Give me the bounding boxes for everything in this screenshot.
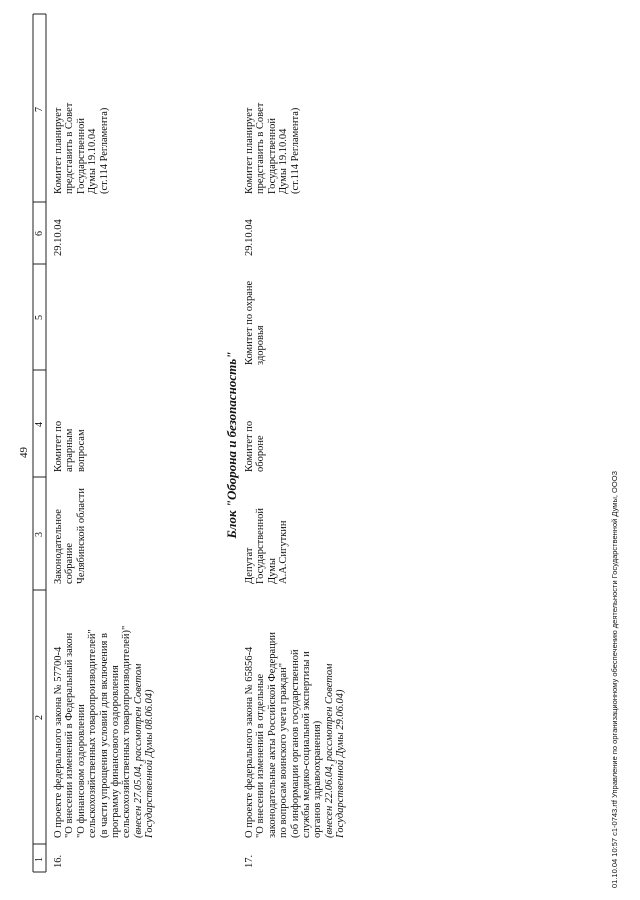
bill-line: (в части упрощения условий для включения в bbox=[98, 633, 110, 838]
committee-line: Комитет по bbox=[53, 420, 64, 472]
committee-line: обороне bbox=[255, 435, 267, 472]
plan-note bbox=[244, 66, 301, 194]
bill-line: О проекте федерального закона № 57700-4 bbox=[53, 646, 64, 838]
bill-line: службы медико-социальной экспертизы и bbox=[301, 651, 313, 838]
bill-description bbox=[53, 606, 156, 838]
co-committee bbox=[244, 273, 267, 365]
header-col-3: 3 bbox=[34, 532, 45, 537]
co-committee-line: здоровья bbox=[255, 325, 267, 365]
bill-line: сельскохозяйственных товаропроизводителей)" bbox=[121, 625, 133, 838]
plan-line: Думы 19.10.04 bbox=[278, 128, 290, 194]
header-col-6: 6 bbox=[34, 231, 45, 236]
responsible-committee bbox=[244, 376, 267, 472]
bill-line: "О финансовом оздоровлении bbox=[75, 704, 87, 838]
plan-line: (ст.114 Регламента) bbox=[289, 107, 301, 194]
page-number: 49 bbox=[18, 447, 30, 458]
bill-line: по вопросам воинского учета граждан" bbox=[278, 662, 290, 838]
bill-author bbox=[244, 480, 290, 584]
table-header bbox=[33, 0, 46, 900]
author-line: Государственной bbox=[255, 508, 267, 584]
responsible-committee bbox=[53, 376, 87, 472]
bill-line: "О внесении изменений в отдельные bbox=[255, 673, 267, 838]
bill-note: Государственной Думы 29.06.04) bbox=[335, 689, 347, 838]
row-number: 16. bbox=[53, 854, 64, 868]
bill-line: программу финансового оздоровления bbox=[110, 665, 122, 838]
plan-line: Думы 19.10.04 bbox=[87, 128, 99, 194]
header-col-2: 2 bbox=[34, 715, 45, 720]
bill-note: (внесен 27.05.04, рассмотрен Советом bbox=[132, 663, 144, 838]
plan-line: (ст.114 Регламента) bbox=[98, 107, 110, 194]
author-line: Депутат bbox=[244, 547, 255, 584]
plan-note bbox=[53, 66, 110, 194]
bill-note: Государственной Думы 08.06.04) bbox=[144, 689, 156, 838]
committee-line: аграрным bbox=[64, 428, 76, 472]
header-col-4: 4 bbox=[34, 422, 45, 427]
header-col-5: 5 bbox=[34, 315, 45, 320]
plan-line: Государственной bbox=[266, 118, 278, 194]
bill-author bbox=[53, 480, 87, 584]
bill-line: (об информации органов государственной bbox=[289, 649, 301, 838]
plan-line: представить в Совет bbox=[64, 102, 76, 194]
bill-line: органов здравоохранения) bbox=[312, 720, 324, 838]
author-line: Законодательное bbox=[53, 509, 64, 584]
bill-line: сельскохозяйственных товаропроизводителей" bbox=[87, 629, 99, 838]
block-title: Блок "Оборона и безопасность" bbox=[224, 351, 239, 539]
bill-description bbox=[244, 606, 347, 838]
author-line: Думы bbox=[266, 558, 278, 584]
footer-file-info: 01.10.04 10:57 c1-0743.rtf Управление по организационному обеспечению деятельности Государственной Думы, ОООЗ bbox=[610, 470, 619, 888]
bill-note: (внесен 22.06.04, рассмотрен Советом bbox=[323, 663, 335, 838]
header-col-7: 7 bbox=[34, 107, 45, 112]
plan-line: Комитет планирует bbox=[244, 107, 255, 194]
author-line: собрание bbox=[64, 542, 76, 584]
bill-line: "О внесении изменений в Федеральный закон bbox=[64, 632, 76, 838]
plan-line: Комитет планирует bbox=[53, 107, 64, 194]
header-col-1: 1 bbox=[34, 857, 45, 862]
author-line: Челябинской области bbox=[75, 488, 87, 584]
committee-line: вопросам bbox=[75, 429, 87, 472]
plan-line: представить в Совет bbox=[255, 102, 267, 194]
author-line: А.А.Сигуткин bbox=[278, 520, 290, 584]
committee-line: Комитет по bbox=[244, 420, 255, 472]
co-committee-line: Комитет по охране bbox=[244, 280, 255, 365]
row-number: 17. bbox=[244, 854, 255, 868]
review-date: 29.10.04 bbox=[53, 219, 64, 256]
plan-line: Государственной bbox=[75, 118, 87, 194]
bill-line: законодательные акты Российской Федерации bbox=[266, 631, 278, 838]
review-date: 29.10.04 bbox=[244, 219, 255, 256]
bill-line: О проекте федерального закона № 65856-4 bbox=[244, 646, 255, 838]
